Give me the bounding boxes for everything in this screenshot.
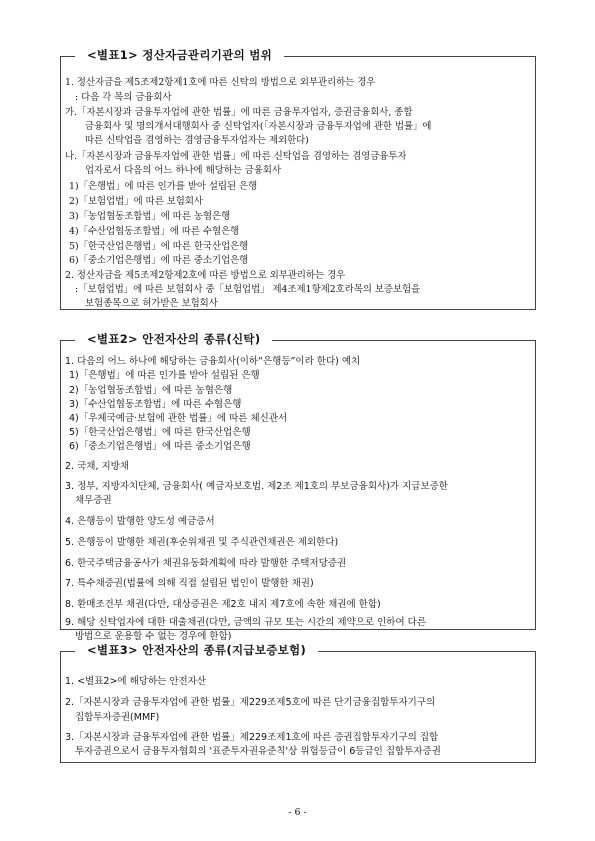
annex-2-line: 8. 환매조건부 채권(다만, 대상증권은 제2호 내지 제7호에 속한 채권에 한함)	[65, 599, 381, 610]
annex-3-line: 1. <별표2>에 해당하는 안전자산	[65, 676, 207, 687]
annex-2-line: 4. 은행등이 발행한 양도성 예금증서	[65, 516, 215, 527]
annex-1-line: 1)「은행법」에 따른 인가를 받아 설립된 은행	[69, 181, 258, 192]
annex-2-line: 1)「은행법」에 따른 인가를 받아 설립된 은행	[69, 370, 260, 381]
annex-3-line: 집합투자증권(MMF)	[75, 712, 160, 723]
annex-2-line: 방법으로 운용할 수 없는 경우에 한함)	[75, 631, 232, 642]
annex-3-box	[60, 643, 536, 763]
annex-2-line: 6. 한국주택금융공사가 채권유동화계획에 따라 발행한 주택저당증권	[65, 558, 347, 569]
annex-2-line: 3)「수산업협동조합법」에 따른 수협은행	[69, 399, 242, 410]
annex-1-line: :「보험업법」에 따른 보험회사 중「보험업법」 제4조제1항제2호라목의 보증보험을	[75, 284, 421, 295]
annex-1-title: <별표1> 정산자금관리기관의 범위	[75, 47, 284, 63]
annex-1-line: 4)「수산업협동조합법」에 따른 수협은행	[69, 226, 240, 237]
annex-2-line: 2)「농업협동조합법」에 따른 농협은행	[69, 385, 233, 396]
annex-2-line: 9. 해당 신탁업자에 대한 대출채권(다만, 금액의 규모 또는 시간의 제약으로 인하여 다른	[65, 617, 427, 628]
annex-2-line: 7. 특수채증권(법률에 의해 직접 설립된 법인이 발행한 채권)	[65, 578, 314, 589]
annex-2-line: 3. 정부, 지방자치단체, 금융회사( 예금자보호법. 제2조 제1호의 부보금융회사)가 지급보증한	[65, 481, 448, 492]
annex-2-line: 2. 국채, 지방채	[65, 461, 130, 472]
annex-1-line: 따른 신탁업을 겸영하는 겸영금융투자업자는 제외한다)	[85, 135, 309, 146]
annex-1-line: 금융회사 및 명의개서대행회사 중 신탁업자(「자본시장과 금융투자업에 관한 법률」에	[85, 121, 432, 132]
annex-2-line: 1. 다음의 어느 하나에 해당하는 금융회사(이하“은행등”이라 한다) 예치	[65, 356, 361, 367]
annex-1-line: 2. 정산자금을 제5조제2항제2호에 따른 방법으로 외부관리하는 경우	[65, 270, 346, 281]
annex-1-box	[60, 48, 536, 310]
annex-1-line: 가.「자본시장과 금융투자업에 관한 법률」에 따른 금융투자업자, 증권금융회사, 종합	[65, 107, 413, 118]
annex-3-line: 3.「자본시장과 금융투자업에 관한 법률」제229조제1호에 따른 증권집합투자기구의 집합	[65, 732, 439, 743]
annex-1-line: 3)「농업협동조합법」에 따른 농협은행	[69, 211, 231, 222]
page-number: - 6 -	[288, 807, 307, 818]
annex-2-title: <별표2> 안전자산의 종류(신탁)	[75, 331, 272, 347]
annex-2-box	[60, 332, 536, 642]
annex-1-line: 1. 정산자금을 제5조제2항제1호에 따른 신탁의 방법으로 외부관리하는 경우	[65, 77, 376, 88]
annex-3-line: 2.「자본시장과 금융투자업에 관한 법률」제229조제5호에 따른 단기금융집합투자기구의	[65, 697, 436, 708]
annex-3-title: <별표3> 안전자산의 종류(지급보증보험)	[75, 642, 318, 658]
annex-2-line: 5)「한국산업은행법」에 따른 한국산업은행	[69, 427, 251, 438]
annex-1-line: 5)「한국산업은행법」에 따른 한국산업은행	[69, 241, 249, 252]
annex-1-line: 6)「중소기업은행법」에 따른 중소기업은행	[69, 255, 249, 266]
annex-2-line: 5. 은행등이 발행한 채권(후순위채권 및 주식관련채권은 제외한다)	[65, 537, 339, 548]
annex-1-line: : 다음 각 목의 금융회사	[75, 92, 172, 103]
annex-1-line: 나.「자본시장과 금융투자업에 관한 법률」에 따른 신탁업을 겸영하는 겸영금융투자	[65, 151, 407, 162]
annex-1-line: 보험종목으로 허가받은 보험회사	[85, 298, 218, 309]
annex-2-line: 4)「우체국예금·보험에 관한 법률」에 따른 체신관서	[69, 413, 288, 424]
annex-3-line: 투자증권으로서 금융투자협회의 '표준투자권유준칙'상 위험등급이 6등급인 집합투자증권	[75, 746, 441, 757]
annex-1-line: 2)「보험업법」에 따른 보험회사	[69, 196, 203, 207]
annex-2-line: 6)「중소기업은행법」에 따른 중소기업은행	[69, 441, 251, 452]
annex-2-line: 채무증권	[75, 495, 112, 506]
annex-1-line: 업자로서 다음의 어느 하나에 해당하는 금융회사	[85, 165, 282, 176]
